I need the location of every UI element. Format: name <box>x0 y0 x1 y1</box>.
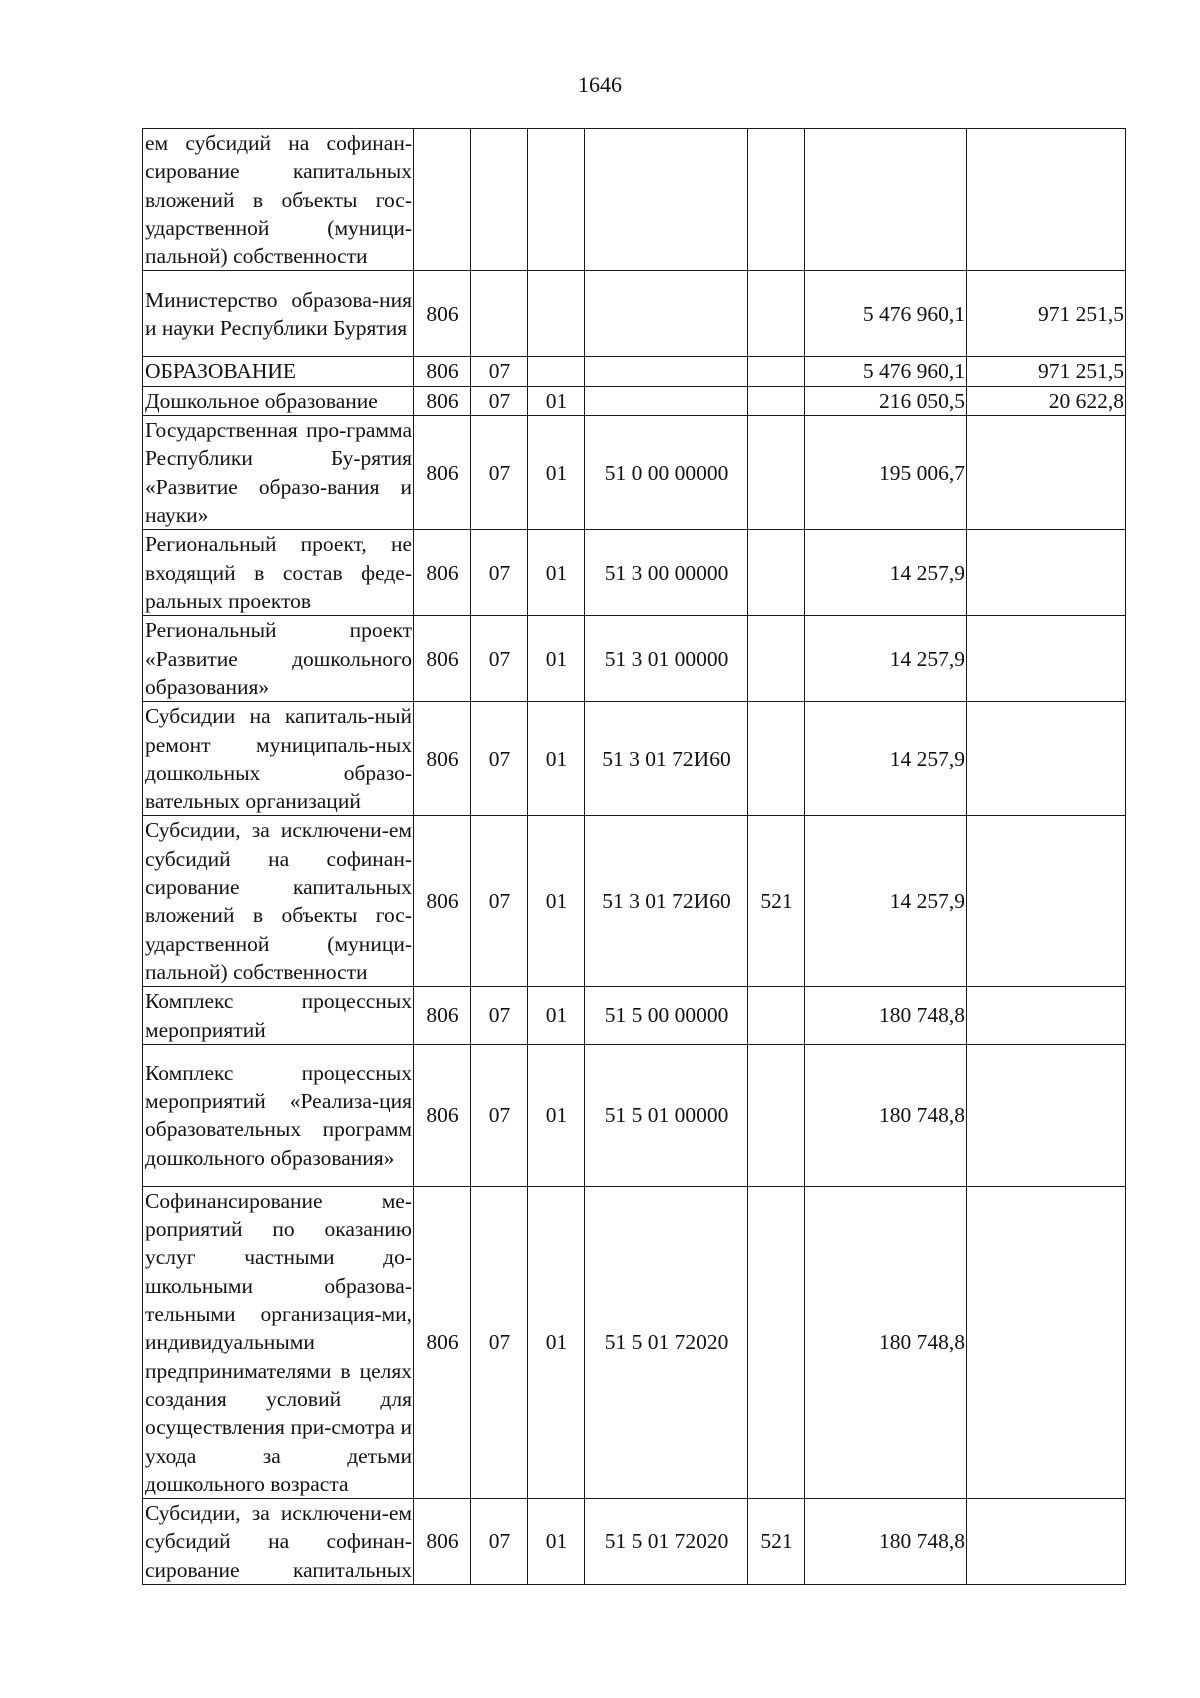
table-row <box>143 530 1126 616</box>
target-article-cell <box>585 386 748 415</box>
target-article-cell: 51 3 01 72И60 <box>585 702 748 816</box>
expense-type-cell: 521 <box>748 816 805 987</box>
table-row <box>143 616 1126 702</box>
amount-cell: 216 050,5 <box>805 386 967 415</box>
target-article-cell: 51 5 01 72020 <box>585 1186 748 1498</box>
target-article-cell: 51 3 00 00000 <box>585 530 748 616</box>
target-article-cell: 51 5 00 00000 <box>585 987 748 1045</box>
ved-code-cell: 806 <box>414 416 471 530</box>
amount-cell-2 <box>967 987 1126 1045</box>
amount-cell: 14 257,9 <box>805 616 967 702</box>
budget-table <box>142 128 1126 1585</box>
amount-cell: 180 748,8 <box>805 987 967 1045</box>
amount-cell-2 <box>967 702 1126 816</box>
target-article-cell <box>585 271 748 357</box>
row-name-cell: Дошкольное образование <box>143 386 414 415</box>
subsection-code-cell: 01 <box>528 987 585 1045</box>
section-code-cell: 07 <box>471 1186 528 1498</box>
subsection-code-cell: 01 <box>528 702 585 816</box>
subsection-code-cell <box>528 129 585 271</box>
target-article-cell: 51 3 01 72И60 <box>585 816 748 987</box>
expense-type-cell <box>748 386 805 415</box>
amount-cell-2 <box>967 1499 1126 1585</box>
table-row <box>143 386 1126 415</box>
ved-code-cell: 806 <box>414 1044 471 1186</box>
section-code-cell: 07 <box>471 1499 528 1585</box>
row-name-cell: Комплекс процессных мероприятий «Реализа-ция образовательных программ дошкольного образования» <box>143 1044 414 1186</box>
subsection-code-cell: 01 <box>528 530 585 616</box>
amount-cell-2 <box>967 1044 1126 1186</box>
row-name-cell: Региональный проект «Развитие дошкольного образования» <box>143 616 414 702</box>
subsection-code-cell: 01 <box>528 1044 585 1186</box>
section-code-cell: 07 <box>471 816 528 987</box>
expense-type-cell <box>748 987 805 1045</box>
ved-code-cell: 806 <box>414 386 471 415</box>
page-number: 1646 <box>578 72 622 97</box>
row-name-cell: Министерство образова-ния и науки Республики Бурятия <box>143 271 414 357</box>
amount-cell: 180 748,8 <box>805 1044 967 1186</box>
target-article-cell: 51 5 01 72020 <box>585 1499 748 1585</box>
amount-cell-2 <box>967 530 1126 616</box>
ved-code-cell: 806 <box>414 816 471 987</box>
subsection-code-cell: 01 <box>528 386 585 415</box>
ved-code-cell: 806 <box>414 987 471 1045</box>
amount-cell: 5 476 960,1 <box>805 271 967 357</box>
table-row <box>143 702 1126 816</box>
ved-code-cell: 806 <box>414 357 471 386</box>
expense-type-cell: 521 <box>748 1499 805 1585</box>
ved-code-cell: 806 <box>414 1186 471 1498</box>
row-name-cell: Субсидии на капиталь-ный ремонт муниципаль-ных дошкольных образо-вательных организаций <box>143 702 414 816</box>
target-article-cell <box>585 357 748 386</box>
row-name-cell: Субсидии, за исключени-ем субсидий на софинан-сирование капитальных вложений в объекты гос-ударственной (муници-пальной) собственности <box>143 816 414 987</box>
amount-cell-2 <box>967 1186 1126 1498</box>
table-row <box>143 357 1126 386</box>
target-article-cell: 51 3 01 00000 <box>585 616 748 702</box>
expense-type-cell <box>748 1044 805 1186</box>
row-name-cell: ем субсидий на софинан-сирование капитальных вложений в объекты гос-ударственной (муници-пальной) собственности <box>143 129 414 271</box>
subsection-code-cell: 01 <box>528 1499 585 1585</box>
expense-type-cell <box>748 1186 805 1498</box>
section-code-cell: 07 <box>471 616 528 702</box>
expense-type-cell <box>748 357 805 386</box>
amount-cell: 14 257,9 <box>805 816 967 987</box>
amount-cell: 180 748,8 <box>805 1499 967 1585</box>
amount-cell-2 <box>967 129 1126 271</box>
row-name-cell: ОБРАЗОВАНИЕ <box>143 357 414 386</box>
subsection-code-cell <box>528 357 585 386</box>
section-code-cell: 07 <box>471 702 528 816</box>
amount-cell <box>805 129 967 271</box>
subsection-code-cell <box>528 271 585 357</box>
target-article-cell: 51 5 01 00000 <box>585 1044 748 1186</box>
amount-cell-2: 971 251,5 <box>967 271 1126 357</box>
row-name-cell: Софинансирование ме-роприятий по оказанию услуг частными до-школьными образова-тельными организация-ми, индивидуальными предпринимателями в целях создания условий для осуществления при-смотра и ухода за детьми дошкольного возраста <box>143 1186 414 1498</box>
table-row <box>143 987 1126 1045</box>
table-row <box>143 1044 1126 1186</box>
ved-code-cell <box>414 129 471 271</box>
section-code-cell: 07 <box>471 357 528 386</box>
expense-type-cell <box>748 129 805 271</box>
subsection-code-cell: 01 <box>528 616 585 702</box>
section-code-cell: 07 <box>471 416 528 530</box>
expense-type-cell <box>748 416 805 530</box>
section-code-cell: 07 <box>471 530 528 616</box>
row-name-cell: Субсидии, за исключени-ем субсидий на софинан-сирование капитальных <box>143 1499 414 1585</box>
amount-cell: 5 476 960,1 <box>805 357 967 386</box>
ved-code-cell: 806 <box>414 702 471 816</box>
expense-type-cell <box>748 702 805 816</box>
table-row <box>143 271 1126 357</box>
table-row <box>143 816 1126 987</box>
ved-code-cell: 806 <box>414 1499 471 1585</box>
amount-cell-2: 971 251,5 <box>967 357 1126 386</box>
ved-code-cell: 806 <box>414 616 471 702</box>
amount-cell-2: 20 622,8 <box>967 386 1126 415</box>
expense-type-cell <box>748 616 805 702</box>
subsection-code-cell: 01 <box>528 416 585 530</box>
table-row <box>143 1499 1126 1585</box>
ved-code-cell: 806 <box>414 271 471 357</box>
ved-code-cell: 806 <box>414 530 471 616</box>
table-row <box>143 416 1126 530</box>
target-article-cell <box>585 129 748 271</box>
expense-type-cell <box>748 271 805 357</box>
amount-cell-2 <box>967 816 1126 987</box>
expense-type-cell <box>748 530 805 616</box>
table-body <box>143 129 1126 1585</box>
row-name-cell: Государственная про-грамма Республики Бу-рятия «Развитие образо-вания и науки» <box>143 416 414 530</box>
subsection-code-cell: 01 <box>528 1186 585 1498</box>
amount-cell: 14 257,9 <box>805 530 967 616</box>
subsection-code-cell: 01 <box>528 816 585 987</box>
section-code-cell: 07 <box>471 386 528 415</box>
table-row <box>143 1186 1126 1498</box>
section-code-cell: 07 <box>471 987 528 1045</box>
amount-cell-2 <box>967 616 1126 702</box>
row-name-cell: Региональный проект, не входящий в состав феде-ральных проектов <box>143 530 414 616</box>
amount-cell: 180 748,8 <box>805 1186 967 1498</box>
amount-cell-2 <box>967 416 1126 530</box>
section-code-cell <box>471 129 528 271</box>
table-row <box>143 129 1126 271</box>
row-name-cell: Комплекс процессных мероприятий <box>143 987 414 1045</box>
section-code-cell <box>471 271 528 357</box>
target-article-cell: 51 0 00 00000 <box>585 416 748 530</box>
amount-cell: 14 257,9 <box>805 702 967 816</box>
amount-cell: 195 006,7 <box>805 416 967 530</box>
section-code-cell: 07 <box>471 1044 528 1186</box>
